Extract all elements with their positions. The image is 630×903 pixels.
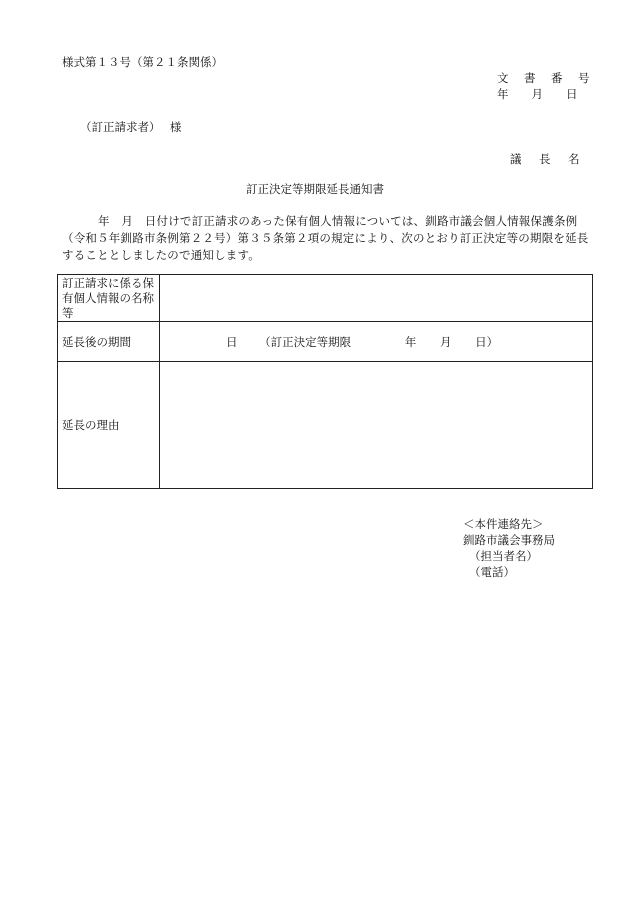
extension-period-label: 延長後の期間 bbox=[58, 322, 160, 362]
sender-name: 議 長 名 bbox=[510, 152, 583, 166]
info-name-label: 訂正請求に係る保有個人情報の名称等 bbox=[58, 275, 160, 322]
table-row-extension-reason bbox=[58, 362, 593, 489]
form-number: 様式第１３号（第２１条関係） bbox=[62, 55, 223, 69]
table-row-extension-period bbox=[58, 322, 593, 362]
document-number-label: 文 書 番 号 bbox=[497, 71, 592, 85]
addressee: （訂正請求者） 様 bbox=[80, 120, 182, 134]
extension-reason-value bbox=[160, 362, 593, 489]
body-paragraph: 年 月 日付けで訂正請求のあった保有個人情報については、釧路市議会個人情報保護条例（令和５年釧路市条例第２２号）第３５条第２項の規定により、次のとおり訂正決定等の期限を延長することとしましたので通知します。 bbox=[62, 214, 589, 262]
contact-person: （担当者名） bbox=[469, 549, 538, 563]
contact-phone: （電話） bbox=[469, 565, 515, 579]
notice-table bbox=[57, 274, 593, 489]
contact-heading: ＜本件連絡先＞ bbox=[463, 517, 544, 531]
period-month: 月 bbox=[439, 334, 452, 349]
table-row-info-name bbox=[58, 275, 593, 322]
info-name-value bbox=[160, 275, 593, 322]
period-year: 年 bbox=[404, 334, 417, 349]
period-day: 日 bbox=[226, 334, 238, 349]
extension-period-value bbox=[160, 322, 593, 362]
period-day-close: 日） bbox=[475, 334, 499, 349]
extension-reason-label: 延長の理由 bbox=[58, 362, 160, 489]
contact-office: 釧路市議会事務局 bbox=[463, 533, 555, 547]
contact-block bbox=[463, 516, 555, 580]
period-deadline-label: （訂正決定等期限 bbox=[259, 334, 352, 349]
document-title: 訂正決定等期限延長通知書 bbox=[246, 182, 384, 196]
document-date-label: 年 月 日 bbox=[497, 87, 578, 101]
